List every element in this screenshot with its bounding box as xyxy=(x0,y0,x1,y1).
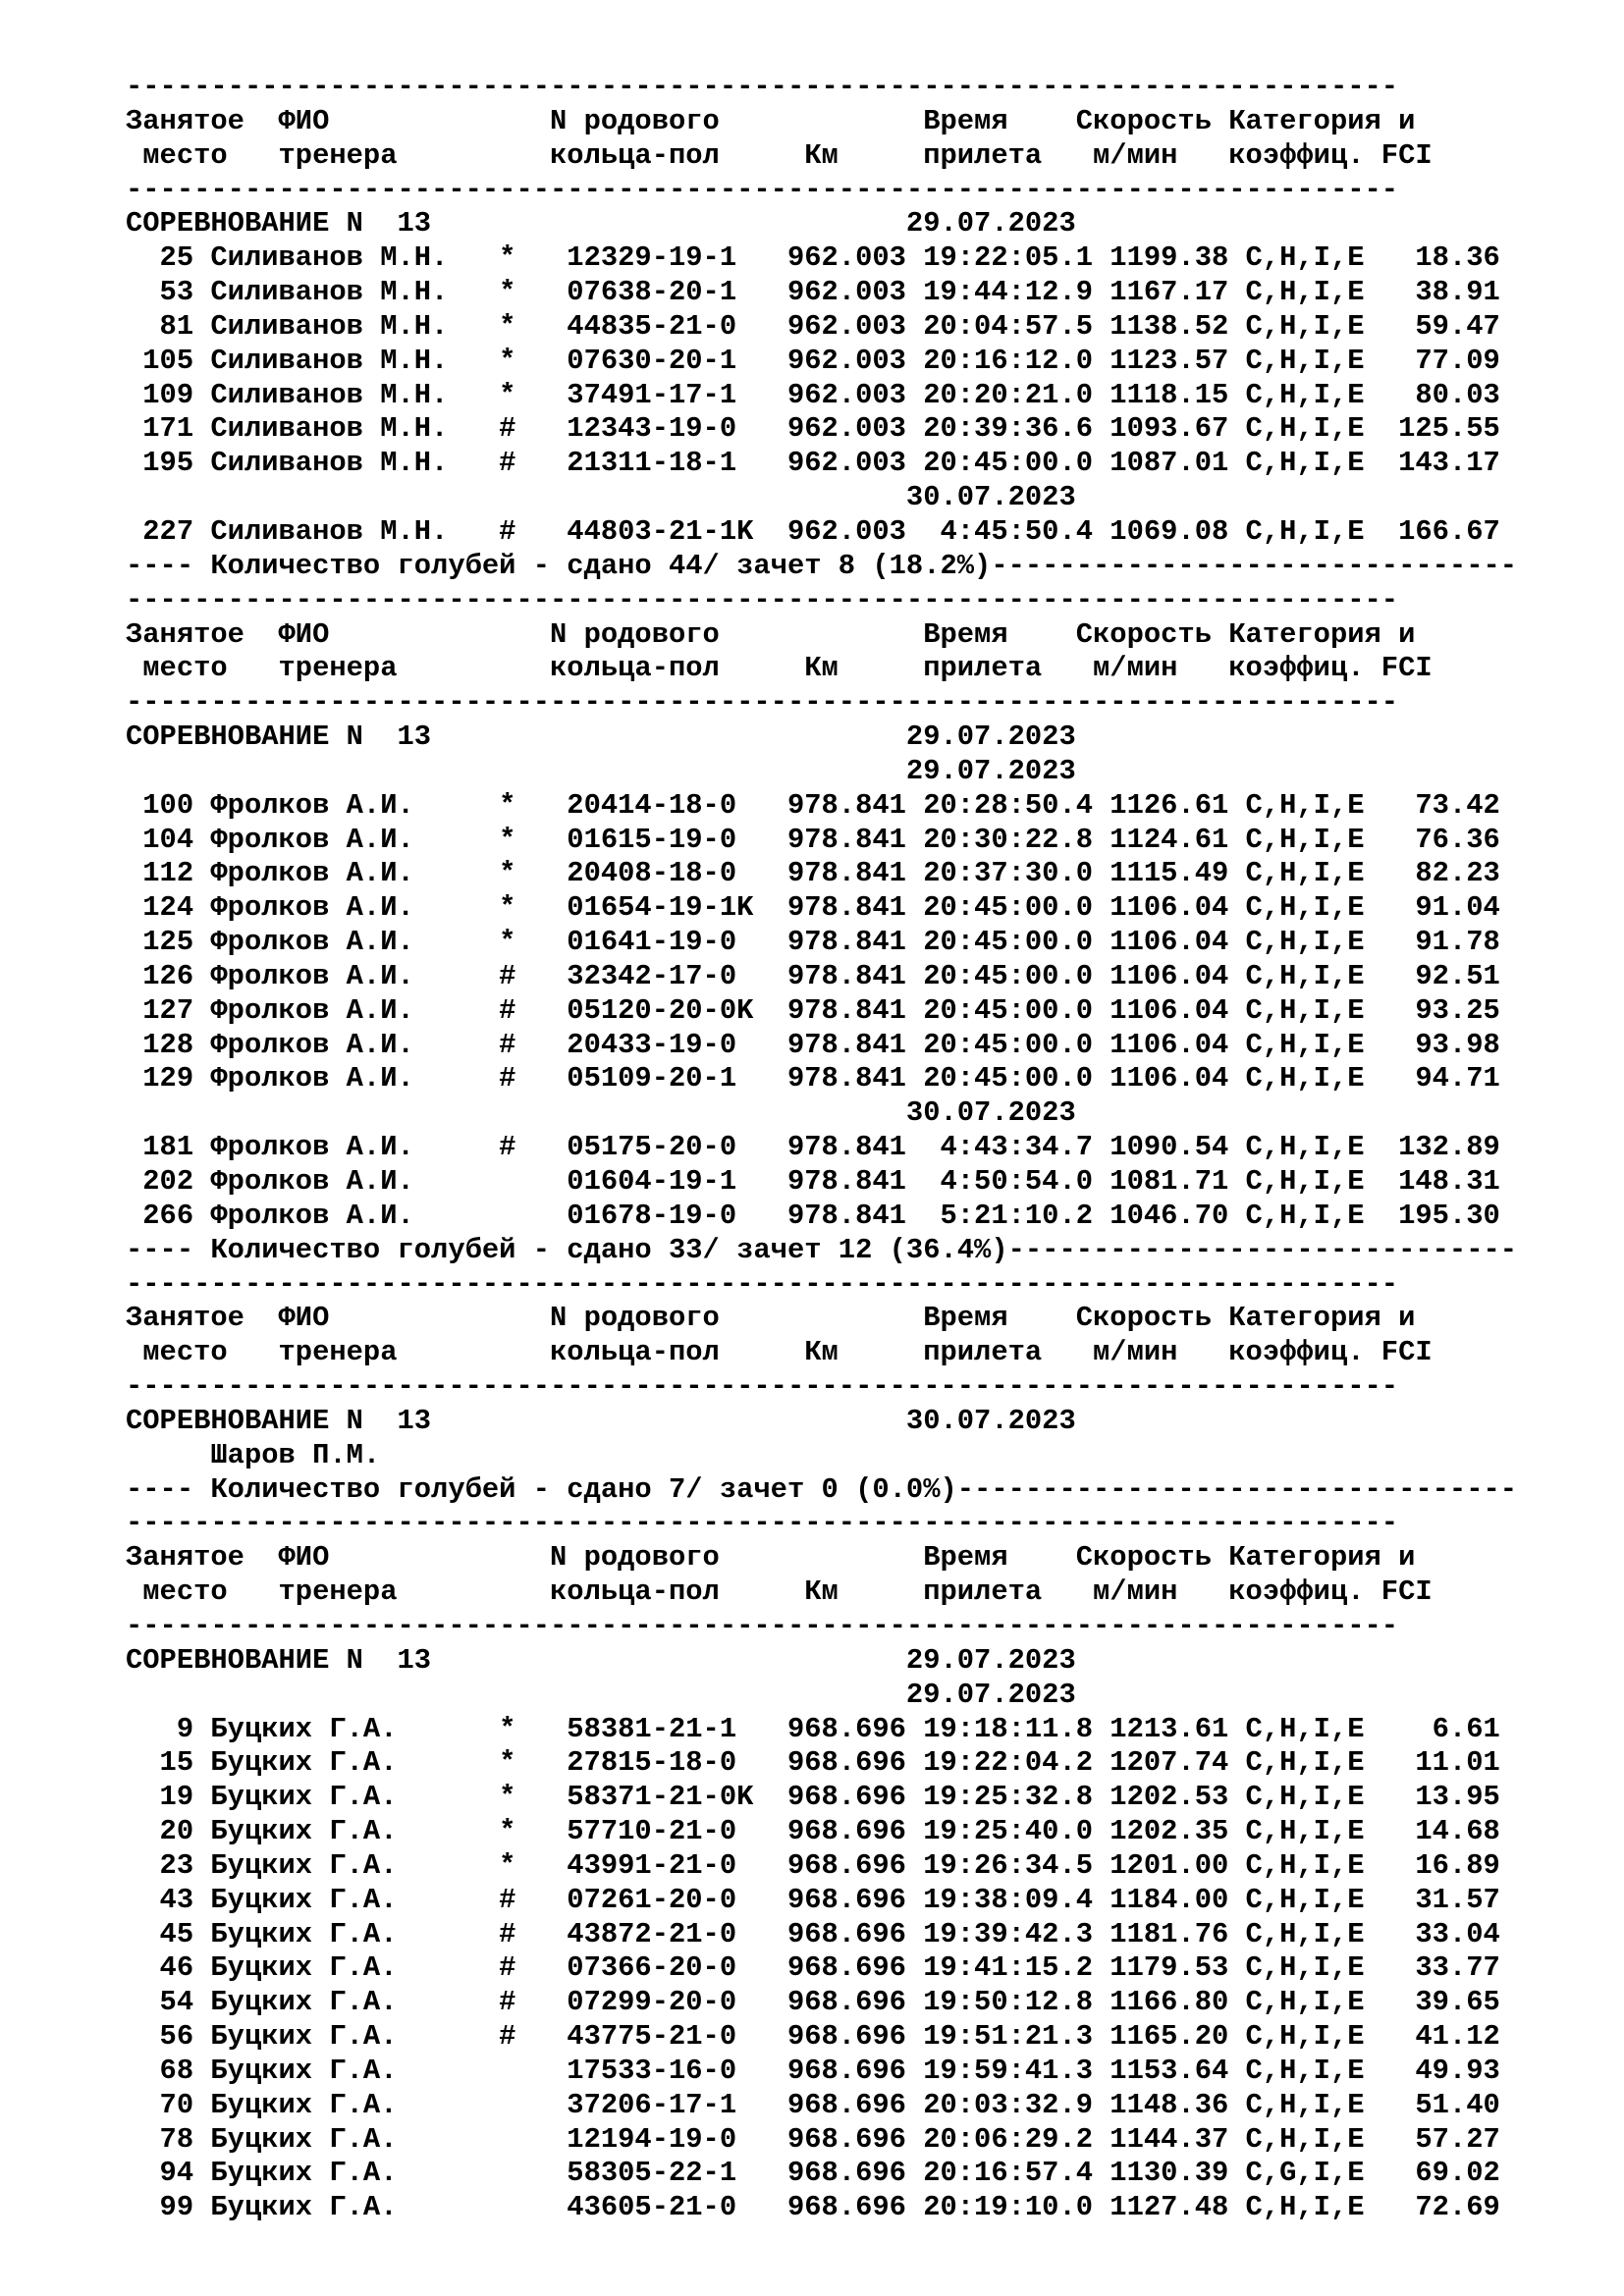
document-line: 171 Силиванов М.Н. # 12343-19-0 962.003 20:39:36.6 1093.67 C,H,I,E 125.55 xyxy=(126,412,1500,446)
document-line: ---- Количество голубей - сдано 33/ зачет 12 (36.4%)------------------------------ xyxy=(126,1233,1518,1266)
document-line: --------------------------------------------------------------------------- xyxy=(126,173,1399,206)
document-line: 128 Фролков А.И. # 20433-19-0 978.841 20:45:00.0 1106.04 C,H,I,E 93.98 xyxy=(126,1028,1500,1061)
document-line: 125 Фролков А.И. * 01641-19-0 978.841 20:45:00.0 1106.04 C,H,I,E 91.78 xyxy=(126,926,1500,959)
document-line: 56 Буцких Г.А. # 43775-21-0 968.696 19:51:21.3 1165.20 C,H,I,E 41.12 xyxy=(126,2020,1500,2054)
document-line: 20 Буцких Г.А. * 57710-21-0 968.696 19:25:40.0 1202.35 C,H,I,E 14.68 xyxy=(126,1815,1500,1848)
document-line: --------------------------------------------------------------------------- xyxy=(126,686,1399,720)
document-line: 81 Силиванов М.Н. * 44835-21-0 962.003 20:04:57.5 1138.52 C,H,I,E 59.47 xyxy=(126,309,1500,343)
document-line: 9 Буцких Г.А. * 58381-21-1 968.696 19:18:11.8 1213.61 C,H,I,E 6.61 xyxy=(126,1712,1500,1745)
document-line: 94 Буцких Г.А. 58305-22-1 968.696 20:16:57.4 1130.39 C,G,I,E 69.02 xyxy=(126,2157,1500,2190)
document-line: 195 Силиванов М.Н. # 21311-18-1 962.003 20:45:00.0 1087.01 C,H,I,E 143.17 xyxy=(126,447,1500,480)
results-document xyxy=(126,71,1598,2225)
document-line: место тренера кольца-пол Км прилета м/мин коэффиц. FCI xyxy=(126,1575,1433,1609)
document-line: СОРЕВНОВАНИЕ N 13 29.07.2023 xyxy=(126,1643,1076,1677)
document-line: 104 Фролков А.И. * 01615-19-0 978.841 20:30:22.8 1124.61 C,H,I,E 76.36 xyxy=(126,823,1500,856)
document-line: --------------------------------------------------------------------------- xyxy=(126,1507,1399,1540)
document-line: 202 Фролков А.И. 01604-19-1 978.841 4:50:54.0 1081.71 C,H,I,E 148.31 xyxy=(126,1165,1500,1198)
document-line: --------------------------------------------------------------------------- xyxy=(126,1370,1399,1404)
document-line: 53 Силиванов М.Н. * 07638-20-1 962.003 19:44:12.9 1167.17 C,H,I,E 38.91 xyxy=(126,276,1500,309)
document-line: 43 Буцких Г.А. # 07261-20-0 968.696 19:38:09.4 1184.00 C,H,I,E 31.57 xyxy=(126,1883,1500,1916)
document-line: место тренера кольца-пол Км прилета м/мин коэффиц. FCI xyxy=(126,138,1433,172)
document-line: СОРЕВНОВАНИЕ N 13 30.07.2023 xyxy=(126,1404,1076,1437)
document-line: Занятое ФИО N родового Время Скорость Категория и xyxy=(126,1541,1416,1575)
document-line: Шаров П.М. xyxy=(126,1438,381,1471)
document-line: 181 Фролков А.И. # 05175-20-0 978.841 4:43:34.7 1090.54 C,H,I,E 132.89 xyxy=(126,1131,1500,1164)
document-line: 100 Фролков А.И. * 20414-18-0 978.841 20:28:50.4 1126.61 C,H,I,E 73.42 xyxy=(126,788,1500,822)
document-line: 23 Буцких Г.А. * 43991-21-0 968.696 19:26:34.5 1201.00 C,H,I,E 16.89 xyxy=(126,1848,1500,1882)
document-line: Занятое ФИО N родового Время Скорость Категория и xyxy=(126,617,1416,651)
document-line: ---- Количество голубей - сдано 7/ зачет 0 (0.0%)--------------------------------- xyxy=(126,1472,1518,1506)
document-line: 105 Силиванов М.Н. * 07630-20-1 962.003 20:16:12.0 1123.57 C,H,I,E 77.09 xyxy=(126,344,1500,377)
document-line: 68 Буцких Г.А. 17533-16-0 968.696 19:59:41.3 1153.64 C,H,I,E 49.93 xyxy=(126,2054,1500,2087)
document-line: 29.07.2023 xyxy=(126,1678,1076,1711)
document-line: 124 Фролков А.И. * 01654-19-1K 978.841 20:45:00.0 1106.04 C,H,I,E 91.04 xyxy=(126,891,1500,925)
document-line: Занятое ФИО N родового Время Скорость Категория и xyxy=(126,104,1416,137)
document-line: 112 Фролков А.И. * 20408-18-0 978.841 20:37:30.0 1115.49 C,H,I,E 82.23 xyxy=(126,857,1500,890)
document-line: 46 Буцких Г.А. # 07366-20-0 968.696 19:41:15.2 1179.53 C,H,I,E 33.77 xyxy=(126,1951,1500,1985)
document-line: 45 Буцких Г.А. # 43872-21-0 968.696 19:39:42.3 1181.76 C,H,I,E 33.04 xyxy=(126,1917,1500,1950)
document-line: СОРЕВНОВАНИЕ N 13 29.07.2023 xyxy=(126,721,1076,754)
document-line: 127 Фролков А.И. # 05120-20-0K 978.841 20:45:00.0 1106.04 C,H,I,E 93.25 xyxy=(126,993,1500,1027)
document-line: --------------------------------------------------------------------------- xyxy=(126,583,1399,616)
document-line: 30.07.2023 xyxy=(126,1096,1076,1130)
document-line: 78 Буцких Г.А. 12194-19-0 968.696 20:06:29.2 1144.37 C,H,I,E 57.27 xyxy=(126,2122,1500,2156)
document-line: 70 Буцких Г.А. 37206-17-1 968.696 20:03:32.9 1148.36 C,H,I,E 51.40 xyxy=(126,2088,1500,2121)
document-line: СОРЕВНОВАНИЕ N 13 29.07.2023 xyxy=(126,207,1076,240)
document-line: 29.07.2023 xyxy=(126,754,1076,787)
document-line: 30.07.2023 xyxy=(126,481,1076,514)
document-line: место тренера кольца-пол Км прилета м/мин коэффиц. FCI xyxy=(126,1336,1433,1369)
document-line: 25 Силиванов М.Н. * 12329-19-1 962.003 19:22:05.1 1199.38 C,H,I,E 18.36 xyxy=(126,241,1500,275)
document-line: 266 Фролков А.И. 01678-19-0 978.841 5:21:10.2 1046.70 C,H,I,E 195.30 xyxy=(126,1199,1500,1232)
document-line: --------------------------------------------------------------------------- xyxy=(126,1267,1399,1301)
document-line: место тренера кольца-пол Км прилета м/мин коэффиц. FCI xyxy=(126,652,1433,685)
document-line: 109 Силиванов М.Н. * 37491-17-1 962.003 20:20:21.0 1118.15 C,H,I,E 80.03 xyxy=(126,378,1500,411)
document-line: 99 Буцких Г.А. 43605-21-0 968.696 20:19:10.0 1127.48 C,H,I,E 72.69 xyxy=(126,2191,1500,2224)
document-line: 54 Буцких Г.А. # 07299-20-0 968.696 19:50:12.8 1166.80 C,H,I,E 39.65 xyxy=(126,1986,1500,2019)
document-line: Занятое ФИО N родового Время Скорость Категория и xyxy=(126,1302,1416,1335)
document-line: 19 Буцких Г.А. * 58371-21-0K 968.696 19:25:32.8 1202.53 C,H,I,E 13.95 xyxy=(126,1781,1500,1814)
document-line: 129 Фролков А.И. # 05109-20-1 978.841 20:45:00.0 1106.04 C,H,I,E 94.71 xyxy=(126,1062,1500,1095)
document-line: 126 Фролков А.И. # 32342-17-0 978.841 20:45:00.0 1106.04 C,H,I,E 92.51 xyxy=(126,959,1500,992)
document-line: --------------------------------------------------------------------------- xyxy=(126,1609,1399,1642)
document-line: 15 Буцких Г.А. * 27815-18-0 968.696 19:22:04.2 1207.74 C,H,I,E 11.01 xyxy=(126,1746,1500,1780)
document-line: 227 Силиванов М.Н. # 44803-21-1K 962.003 4:45:50.4 1069.08 C,H,I,E 166.67 xyxy=(126,514,1500,548)
document-line: --------------------------------------------------------------------------- xyxy=(126,71,1399,103)
document-line: ---- Количество голубей - сдано 44/ зачет 8 (18.2%)------------------------------- xyxy=(126,549,1518,582)
